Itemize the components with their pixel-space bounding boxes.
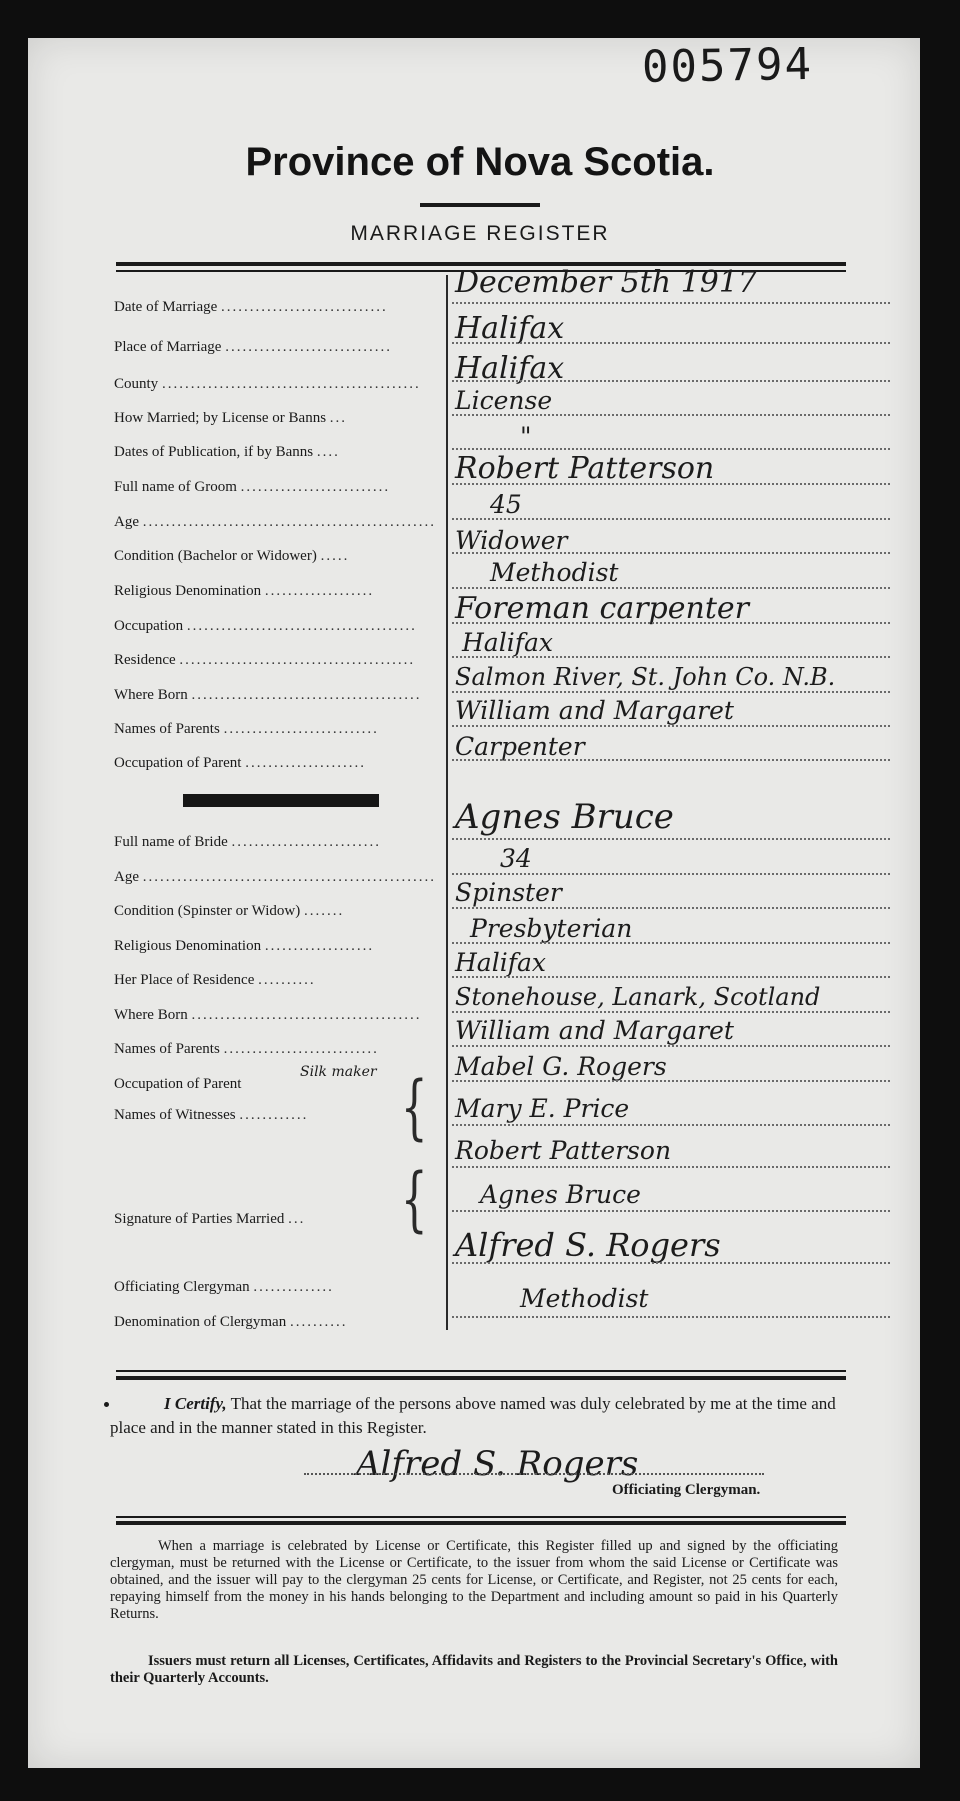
field-label: Religious Denomination ................... [114, 583, 375, 599]
signature-entry: Agnes Bruce [480, 1180, 641, 1209]
form-subtitle: MARRIAGE REGISTER [350, 222, 610, 245]
field-label: Date of Marriage ............................. [114, 299, 388, 315]
entry-line [452, 907, 890, 909]
field-label: Full name of Groom .......................... [114, 479, 391, 495]
field-value: Methodist [520, 1284, 649, 1313]
entry-line [452, 942, 890, 944]
field-label: How Married; by License or Banns ... [114, 410, 348, 426]
field-value: Spinster [455, 878, 562, 907]
entry-line [452, 483, 890, 485]
field-value: December 5th 1917 [455, 265, 757, 300]
field-value: Salmon River, St. John Co. N.B. [455, 663, 836, 691]
document-number: 005794 [641, 38, 814, 93]
entry-line [452, 448, 890, 450]
field-value: Robert Patterson [455, 451, 715, 486]
field-value: 34 [500, 844, 532, 873]
field-label: Age ................................................... [114, 514, 436, 530]
field-label: County ............................................. [114, 376, 421, 392]
certify-lead: I Certify, [164, 1394, 227, 1413]
field-value: William and Margaret [455, 1016, 734, 1045]
entry-line [452, 302, 890, 304]
signature-line [304, 1473, 764, 1475]
field-value: Presbyterian [470, 914, 633, 943]
field-label: Names of Parents ........................... [114, 1041, 379, 1057]
field-label: Place of Marriage ............................. [114, 339, 392, 355]
entry-line [452, 1045, 890, 1047]
section-rule-thin [116, 1370, 846, 1372]
field-label: Names of Parents ........................... [114, 721, 379, 737]
entry-line [452, 691, 890, 693]
entry-line [452, 1316, 890, 1318]
title-divider [420, 203, 540, 207]
field-value: Widower [455, 526, 568, 555]
field-label: Condition (Bachelor or Widower) ..... [114, 548, 350, 564]
entry-line [452, 622, 890, 624]
field-value: Agnes Bruce [455, 797, 674, 837]
field-value: Halifax [462, 628, 553, 657]
entry-line [452, 342, 890, 344]
entry-line [452, 552, 890, 554]
field-value: Methodist [490, 558, 619, 587]
field-label: Condition (Spinster or Widow) ....... [114, 903, 345, 919]
field-value: Foreman carpenter [455, 591, 749, 626]
issuer-instructions: Issuers must return all Licenses, Certificates, Affidavits and Registers to the Provincial Secretary's Office, with their Quarterly Accounts. [110, 1653, 838, 1686]
field-value: Stonehouse, Lanark, Scotland [455, 983, 821, 1011]
field-label: Her Place of Residence .......... [114, 972, 316, 988]
entry-line [452, 725, 890, 727]
entry-line [452, 1210, 890, 1212]
signature-label: Signature of Parties Married ... [114, 1211, 306, 1227]
witness-entry: Mary E. Price [455, 1094, 630, 1123]
notice-rule-thick [116, 1521, 846, 1525]
field-value: Halifax [455, 948, 546, 977]
column-divider [446, 275, 448, 1330]
entry-line [452, 873, 890, 875]
return-instructions: When a marriage is celebrated by License or Certificate, this Register filled up and signed by the officiating clergyman, must be returned with the License or Certificate, to the issuer from whom the said License or Certificate was obtained, and the issuer will pay to the clergyman 25 cents for License, or Certificate, and Register, not 25 cents for each, repaying himself from the money in his hands belonging to the Department and including amount so paid in his Quarterly Returns. [110, 1538, 838, 1622]
field-value: Halifax [455, 311, 565, 346]
clergy-signature-entry: Alfred S. Rogers [455, 1226, 721, 1264]
entry-line [452, 414, 890, 416]
field-label: Occupation of Parent [114, 1076, 242, 1092]
signature-brace: { [400, 1158, 428, 1240]
field-label: Officiating Clergyman .............. [114, 1279, 334, 1295]
section-rule-thick [116, 1376, 846, 1380]
entry-line [452, 587, 890, 589]
field-label: Denomination of Clergyman .......... [114, 1314, 348, 1330]
officiating-clergyman-caption: Officiating Clergyman. [612, 1482, 761, 1498]
entry-line [452, 1166, 890, 1168]
field-label: Where Born ........................................ [114, 1007, 422, 1023]
field-value: William and Margaret [455, 696, 734, 725]
entry-line [452, 1080, 890, 1082]
field-value: Carpenter [455, 732, 585, 761]
entry-line [452, 518, 890, 520]
entry-line [452, 1124, 890, 1126]
signature-entry: Robert Patterson [455, 1136, 672, 1165]
witness-entry: Mabel G. Rogers [455, 1052, 667, 1081]
clergy-signature: Alfred S. Rogers [356, 1444, 639, 1484]
parent-occupation-note: Silk maker [300, 1064, 377, 1080]
field-label: Where Born ........................................ [114, 687, 422, 703]
ink-dot [104, 1402, 109, 1407]
field-label: Full name of Bride .......................... [114, 834, 381, 850]
witness-brace: { [400, 1066, 428, 1148]
field-value: Halifax [455, 351, 565, 386]
page-title: Province of Nova Scotia. [245, 140, 715, 184]
entry-line [452, 656, 890, 658]
field-label: Residence ......................................... [114, 652, 416, 668]
field-label: Occupation of Parent ..................... [114, 755, 366, 771]
certification-statement [110, 1392, 850, 1440]
entry-line [452, 380, 890, 382]
notice-rule-thin [116, 1516, 846, 1518]
entry-line [452, 838, 890, 840]
field-value: 45 [490, 490, 522, 519]
section-divider-bar [183, 794, 379, 807]
certify-text: That the marriage of the persons above named was duly celebrated by me at the time and place and in the manner stated in this Register. [110, 1394, 836, 1437]
field-label: Dates of Publication, if by Banns .... [114, 444, 340, 460]
entry-line [452, 759, 890, 761]
field-label: Religious Denomination ................... [114, 938, 375, 954]
field-label: Occupation ........................................ [114, 618, 417, 634]
witnesses-label: Names of Witnesses ............ [114, 1107, 309, 1123]
entry-line [452, 1262, 890, 1264]
entry-line [452, 1011, 890, 1013]
entry-line [452, 976, 890, 978]
field-value: License [455, 386, 553, 415]
field-label: Age ................................................... [114, 869, 436, 885]
field-value: " [520, 422, 532, 451]
